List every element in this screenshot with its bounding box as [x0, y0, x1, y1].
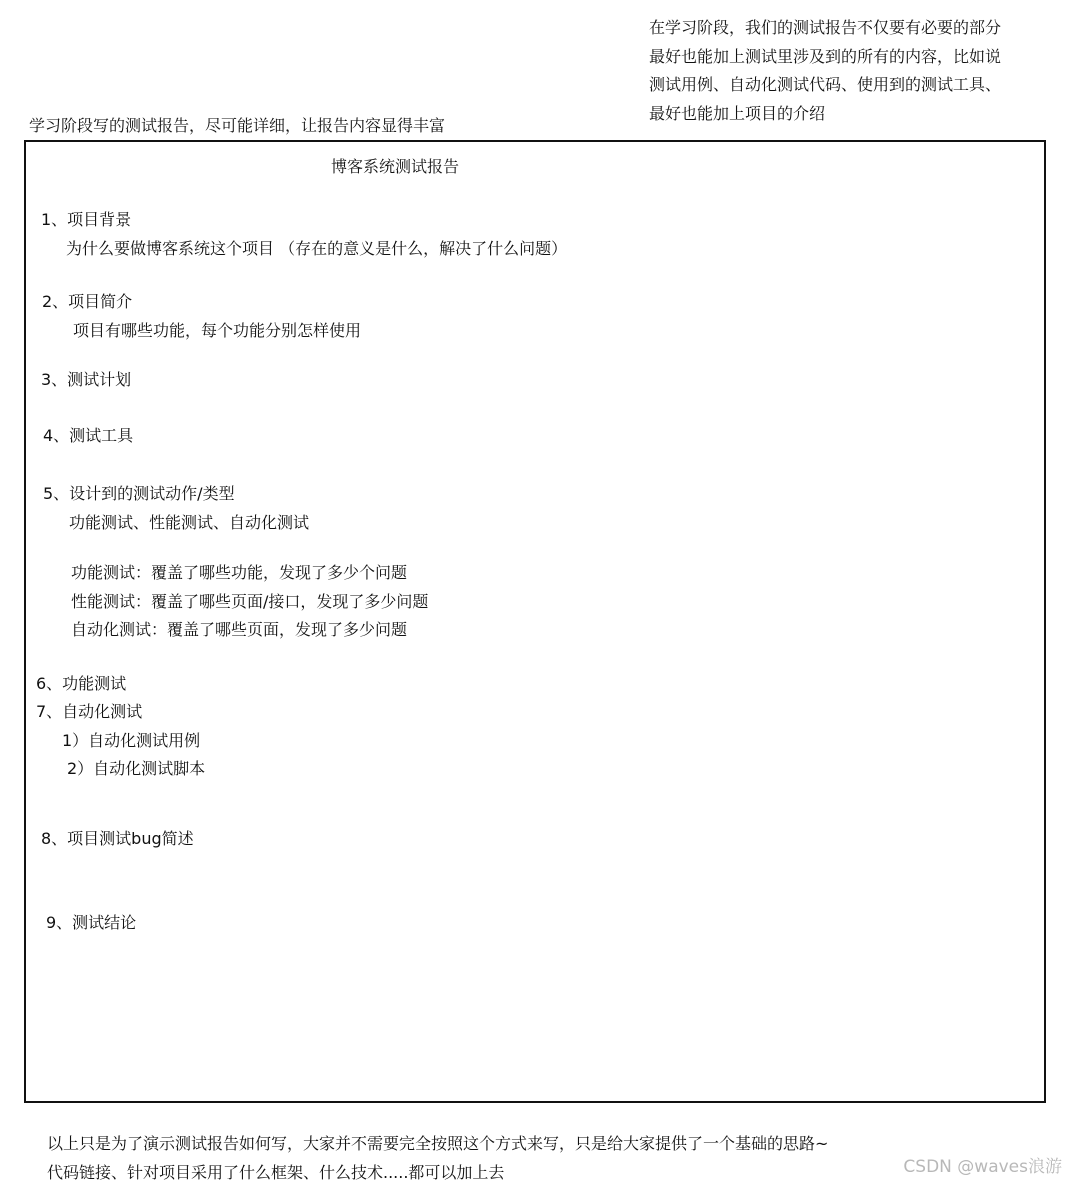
footer-note — [47, 1130, 828, 1187]
section-heading: 3、测试计划 — [41, 370, 131, 390]
footer-line: 以上只是为了演示测试报告如何写，大家并不需要完全按照这个方式来写，只是给大家提供了一个基础的思路~ — [47, 1130, 828, 1159]
report-caption: 学习阶段写的测试报告，尽可能详细，让报告内容显得丰富 — [29, 116, 445, 136]
report-title: 博客系统测试报告 — [331, 157, 459, 177]
section-detail: 项目有哪些功能，每个功能分别怎样使用 — [73, 321, 361, 341]
csdn-watermark: CSDN @waves浪游 — [903, 1155, 1062, 1179]
section-subitem: 1）自动化测试用例 — [62, 731, 200, 751]
section-heading: 8、项目测试bug简述 — [41, 829, 194, 849]
section-detail: 功能测试：覆盖了哪些功能，发现了多少个问题 — [71, 563, 407, 583]
section-subitem: 2）自动化测试脚本 — [67, 759, 205, 779]
footer-line: 代码链接、针对项目采用了什么框架、什么技术.....都可以加上去 — [47, 1159, 828, 1187]
section-heading: 4、测试工具 — [43, 426, 133, 446]
section-heading: 7、自动化测试 — [36, 702, 142, 722]
top-note-line: 最好也能加上项目的介绍 — [649, 100, 1001, 129]
section-heading: 6、功能测试 — [36, 674, 126, 694]
top-note-line: 测试用例、自动化测试代码、使用到的测试工具、 — [649, 71, 1001, 100]
top-note-line: 在学习阶段，我们的测试报告不仅要有必要的部分 — [649, 14, 1001, 43]
section-heading: 5、设计到的测试动作/类型 — [43, 484, 235, 504]
section-detail: 功能测试、性能测试、自动化测试 — [69, 513, 309, 533]
section-detail: 自动化测试：覆盖了哪些页面，发现了多少问题 — [71, 620, 407, 640]
section-detail: 性能测试：覆盖了哪些页面/接口，发现了多少问题 — [71, 592, 428, 612]
section-heading: 2、项目简介 — [42, 292, 132, 312]
top-annotation-note — [649, 14, 1001, 128]
section-detail: 为什么要做博客系统这个项目 （存在的意义是什么，解决了什么问题） — [66, 239, 567, 259]
section-heading: 1、项目背景 — [41, 210, 131, 230]
section-heading: 9、测试结论 — [46, 913, 136, 933]
top-note-line: 最好也能加上测试里涉及到的所有的内容，比如说 — [649, 43, 1001, 72]
